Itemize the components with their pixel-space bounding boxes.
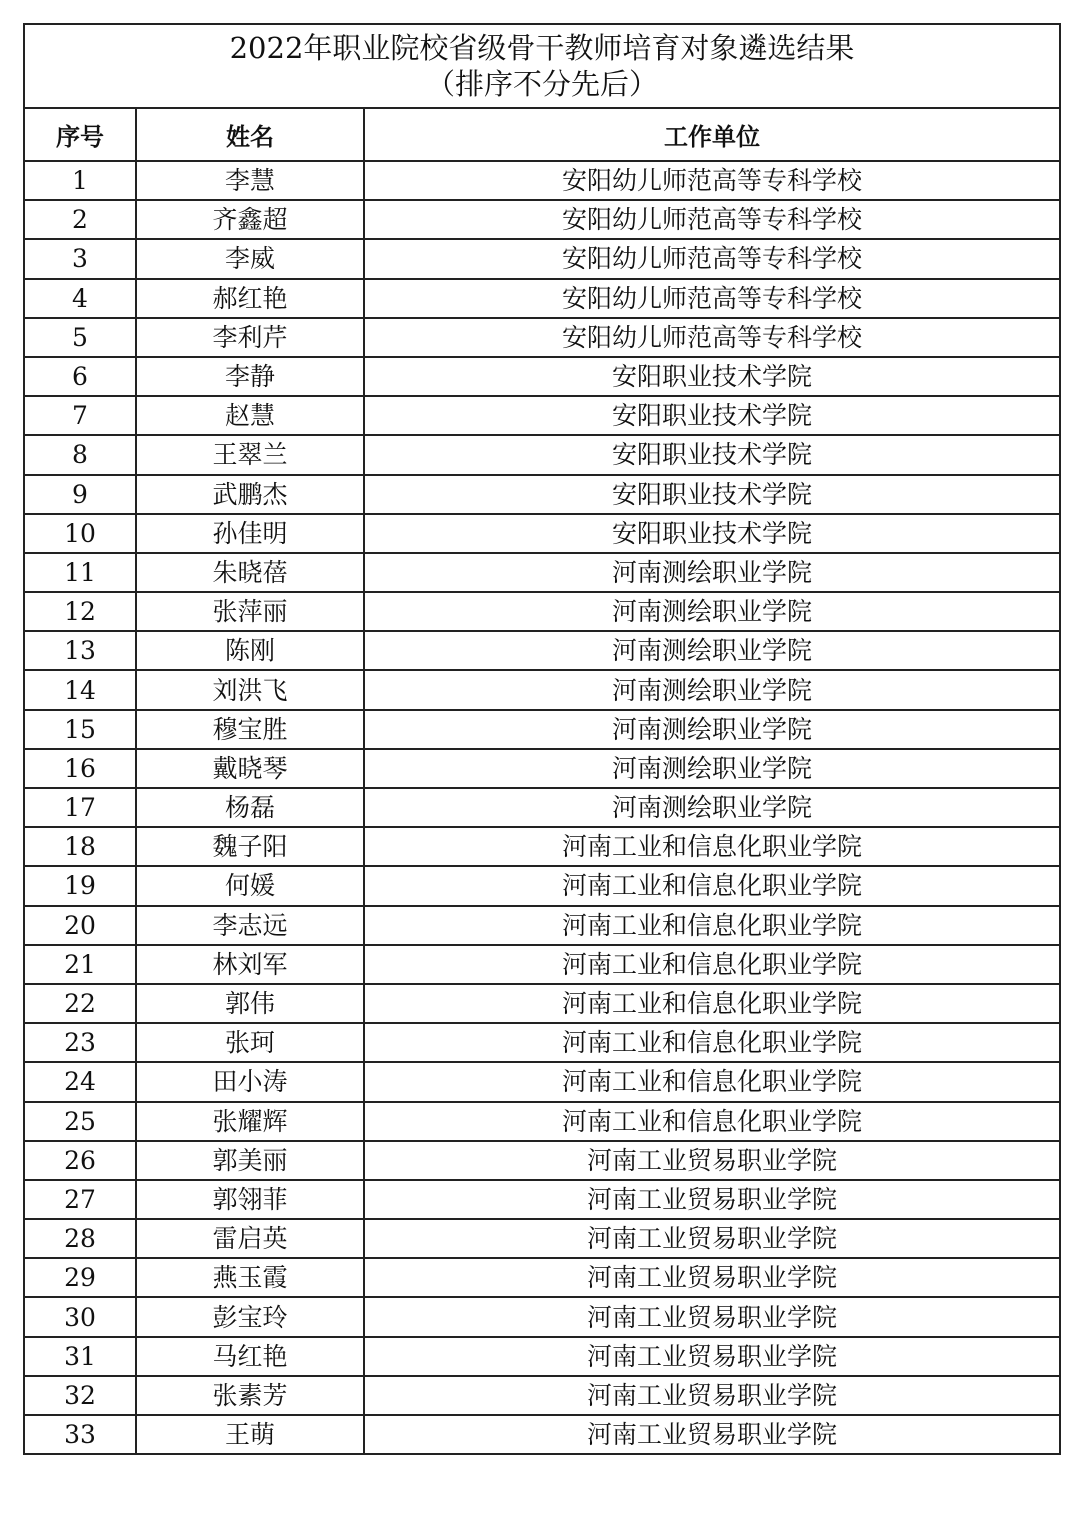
- cell-name: 张珂: [136, 1023, 364, 1062]
- cell-unit: 河南工业和信息化职业学院: [364, 866, 1060, 905]
- cell-name: 李威: [136, 239, 364, 278]
- cell-unit: 安阳幼儿师范高等专科学校: [364, 318, 1060, 357]
- cell-index: 12: [24, 592, 136, 631]
- cell-unit: 安阳职业技术学院: [364, 514, 1060, 553]
- cell-name: 郝红艳: [136, 279, 364, 318]
- cell-index: 6: [24, 357, 136, 396]
- cell-unit: 河南测绘职业学院: [364, 788, 1060, 827]
- cell-unit: 安阳幼儿师范高等专科学校: [364, 279, 1060, 318]
- results-table: [23, 23, 1061, 1455]
- cell-index: 32: [24, 1376, 136, 1415]
- cell-index: 16: [24, 749, 136, 788]
- cell-index: 25: [24, 1102, 136, 1141]
- cell-name: 朱晓蓓: [136, 553, 364, 592]
- table-row: [24, 475, 1060, 514]
- table-row: [24, 749, 1060, 788]
- cell-index: 20: [24, 906, 136, 945]
- table-row: [24, 161, 1060, 200]
- cell-unit: 河南工业和信息化职业学院: [364, 984, 1060, 1023]
- cell-unit: 河南工业和信息化职业学院: [364, 906, 1060, 945]
- cell-index: 1: [24, 161, 136, 200]
- title-line-2: （排序不分先后）: [425, 67, 658, 101]
- cell-name: 王萌: [136, 1415, 364, 1454]
- cell-unit: 安阳职业技术学院: [364, 396, 1060, 435]
- cell-index: 31: [24, 1337, 136, 1376]
- header-row: [24, 108, 1060, 161]
- cell-index: 17: [24, 788, 136, 827]
- cell-index: 11: [24, 553, 136, 592]
- cell-index: 5: [24, 318, 136, 357]
- table-row: [24, 866, 1060, 905]
- cell-name: 杨磊: [136, 788, 364, 827]
- cell-name: 郭伟: [136, 984, 364, 1023]
- cell-index: 4: [24, 279, 136, 318]
- table-title: [24, 24, 1060, 108]
- header-name: 姓名: [136, 108, 364, 161]
- header-index: 序号: [24, 108, 136, 161]
- cell-index: 21: [24, 945, 136, 984]
- cell-index: 14: [24, 670, 136, 709]
- cell-name: 孙佳明: [136, 514, 364, 553]
- table-row: [24, 357, 1060, 396]
- table-row: [24, 514, 1060, 553]
- table-row: [24, 1219, 1060, 1258]
- cell-unit: 河南工业和信息化职业学院: [364, 1023, 1060, 1062]
- title-row: [24, 24, 1060, 108]
- cell-unit: 河南测绘职业学院: [364, 592, 1060, 631]
- table-row: [24, 396, 1060, 435]
- cell-index: 2: [24, 200, 136, 239]
- cell-unit: 河南工业和信息化职业学院: [364, 1102, 1060, 1141]
- table-row: [24, 1180, 1060, 1219]
- cell-index: 26: [24, 1141, 136, 1180]
- cell-unit: 河南测绘职业学院: [364, 670, 1060, 709]
- cell-name: 赵慧: [136, 396, 364, 435]
- cell-name: 燕玉霞: [136, 1258, 364, 1297]
- cell-name: 郭翎菲: [136, 1180, 364, 1219]
- cell-unit: 河南工业贸易职业学院: [364, 1219, 1060, 1258]
- table-row: [24, 788, 1060, 827]
- table-row: [24, 553, 1060, 592]
- cell-unit: 安阳幼儿师范高等专科学校: [364, 161, 1060, 200]
- cell-name: 张萍丽: [136, 592, 364, 631]
- table-row: [24, 1102, 1060, 1141]
- cell-name: 武鹏杰: [136, 475, 364, 514]
- cell-index: 19: [24, 866, 136, 905]
- cell-name: 李慧: [136, 161, 364, 200]
- cell-unit: 河南测绘职业学院: [364, 553, 1060, 592]
- cell-unit: 河南测绘职业学院: [364, 631, 1060, 670]
- cell-index: 8: [24, 435, 136, 474]
- cell-index: 13: [24, 631, 136, 670]
- table-row: [24, 984, 1060, 1023]
- cell-index: 7: [24, 396, 136, 435]
- cell-index: 23: [24, 1023, 136, 1062]
- table-body: [24, 161, 1060, 1454]
- cell-index: 29: [24, 1258, 136, 1297]
- cell-unit: 河南工业和信息化职业学院: [364, 1062, 1060, 1101]
- table-row: [24, 710, 1060, 749]
- cell-unit: 河南工业贸易职业学院: [364, 1141, 1060, 1180]
- cell-name: 彭宝玲: [136, 1297, 364, 1336]
- cell-index: 15: [24, 710, 136, 749]
- title-line-1: 2022年职业院校省级骨干教师培育对象遴选结果: [229, 31, 855, 65]
- cell-name: 陈刚: [136, 631, 364, 670]
- table-row: [24, 631, 1060, 670]
- cell-unit: 河南工业和信息化职业学院: [364, 945, 1060, 984]
- table-row: [24, 592, 1060, 631]
- cell-name: 李利芹: [136, 318, 364, 357]
- table-row: [24, 200, 1060, 239]
- cell-index: 22: [24, 984, 136, 1023]
- cell-name: 张耀辉: [136, 1102, 364, 1141]
- table-row: [24, 1141, 1060, 1180]
- cell-name: 田小涛: [136, 1062, 364, 1101]
- cell-name: 张素芳: [136, 1376, 364, 1415]
- table-row: [24, 239, 1060, 278]
- cell-unit: 河南工业和信息化职业学院: [364, 827, 1060, 866]
- cell-unit: 安阳幼儿师范高等专科学校: [364, 200, 1060, 239]
- cell-name: 魏子阳: [136, 827, 364, 866]
- table-row: [24, 1258, 1060, 1297]
- cell-unit: 河南工业贸易职业学院: [364, 1297, 1060, 1336]
- cell-name: 马红艳: [136, 1337, 364, 1376]
- table-row: [24, 318, 1060, 357]
- table-row: [24, 1297, 1060, 1336]
- table-row: [24, 435, 1060, 474]
- table-row: [24, 1376, 1060, 1415]
- table-row: [24, 945, 1060, 984]
- cell-index: 9: [24, 475, 136, 514]
- cell-name: 何媛: [136, 866, 364, 905]
- cell-unit: 安阳职业技术学院: [364, 357, 1060, 396]
- cell-unit: 安阳幼儿师范高等专科学校: [364, 239, 1060, 278]
- cell-index: 33: [24, 1415, 136, 1454]
- cell-name: 王翠兰: [136, 435, 364, 474]
- cell-index: 3: [24, 239, 136, 278]
- cell-unit: 河南工业贸易职业学院: [364, 1180, 1060, 1219]
- cell-name: 齐鑫超: [136, 200, 364, 239]
- cell-index: 30: [24, 1297, 136, 1336]
- cell-index: 27: [24, 1180, 136, 1219]
- cell-unit: 河南工业贸易职业学院: [364, 1376, 1060, 1415]
- cell-index: 28: [24, 1219, 136, 1258]
- cell-unit: 河南测绘职业学院: [364, 710, 1060, 749]
- table-row: [24, 906, 1060, 945]
- table-row: [24, 1415, 1060, 1454]
- cell-index: 24: [24, 1062, 136, 1101]
- cell-name: 李静: [136, 357, 364, 396]
- table-row: [24, 1062, 1060, 1101]
- table-row: [24, 827, 1060, 866]
- table-row: [24, 1023, 1060, 1062]
- cell-index: 10: [24, 514, 136, 553]
- cell-name: 李志远: [136, 906, 364, 945]
- cell-unit: 河南工业贸易职业学院: [364, 1337, 1060, 1376]
- cell-name: 刘洪飞: [136, 670, 364, 709]
- cell-unit: 河南工业贸易职业学院: [364, 1415, 1060, 1454]
- cell-name: 戴晓琴: [136, 749, 364, 788]
- cell-unit: 河南工业贸易职业学院: [364, 1258, 1060, 1297]
- cell-unit: 安阳职业技术学院: [364, 475, 1060, 514]
- cell-name: 雷启英: [136, 1219, 364, 1258]
- table-row: [24, 279, 1060, 318]
- cell-name: 林刘军: [136, 945, 364, 984]
- table-row: [24, 1337, 1060, 1376]
- cell-name: 穆宝胜: [136, 710, 364, 749]
- cell-unit: 河南测绘职业学院: [364, 749, 1060, 788]
- cell-index: 18: [24, 827, 136, 866]
- cell-unit: 安阳职业技术学院: [364, 435, 1060, 474]
- cell-name: 郭美丽: [136, 1141, 364, 1180]
- header-unit: 工作单位: [364, 108, 1060, 161]
- table-row: [24, 670, 1060, 709]
